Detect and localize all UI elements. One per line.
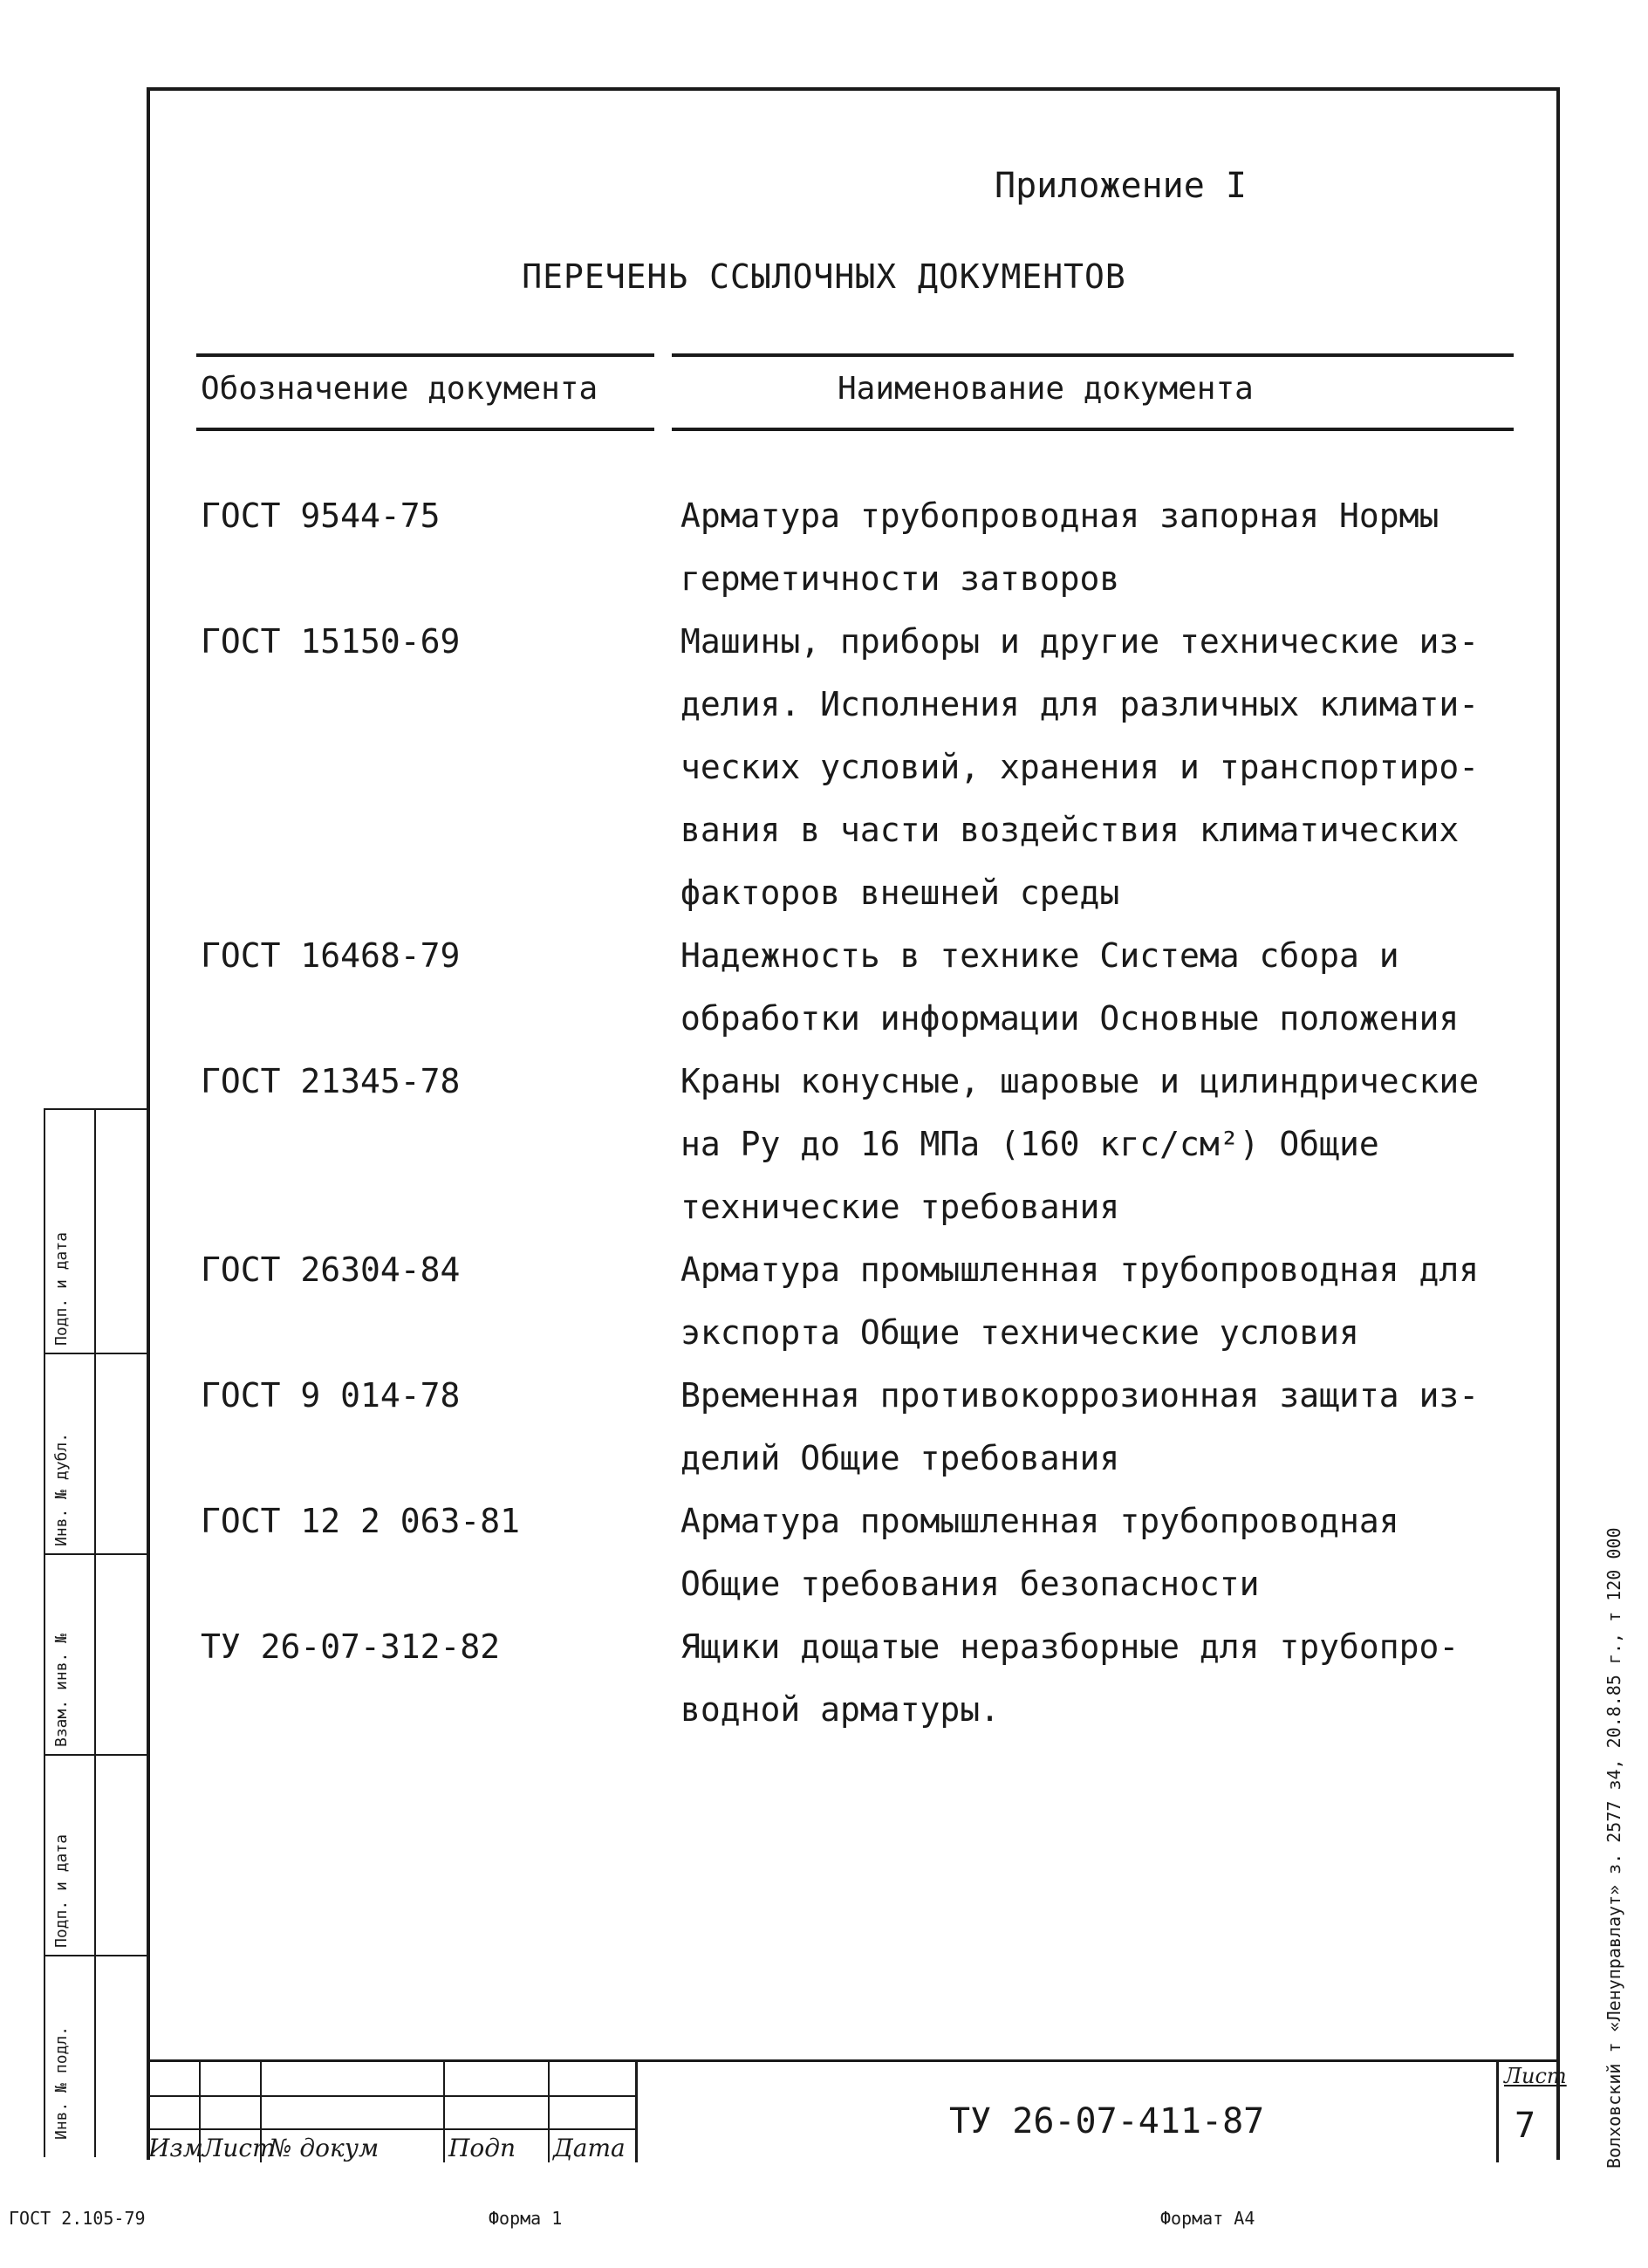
name-line: водной арматуры. (680, 1690, 1001, 1729)
document-name (680, 1615, 1518, 1741)
document-code: ГОСТ 12 2 063-81 (201, 1502, 521, 1540)
side-label-inv-orig: Инв. № подл. (52, 2025, 71, 2140)
grid-line (548, 2062, 550, 2162)
revision-grid (147, 2062, 638, 2162)
grid-line (443, 2062, 445, 2162)
name-line: факторов внешней среды (680, 874, 1120, 912)
name-line: обработки информации Основные положения (680, 999, 1460, 1038)
document-code: ГОСТ 21345-78 (201, 1062, 461, 1100)
document-code: ТУ 26-07-312-82 (201, 1627, 501, 1666)
name-line: Арматура промышленная трубопроводная (680, 1502, 1399, 1540)
table-row (201, 1490, 1527, 1615)
grid-line (147, 2095, 635, 2097)
name-line: Общие требования безопасности (680, 1565, 1260, 1603)
table-row (201, 1050, 1527, 1238)
table-row (201, 1615, 1527, 1741)
name-line: делий Общие требования (680, 1439, 1120, 1477)
name-line: на Ру до 16 МПа (160 кгс/см²) Общие (680, 1125, 1379, 1163)
document-name (680, 1050, 1518, 1238)
grid-line (147, 2128, 635, 2130)
document-name (680, 924, 1518, 1050)
footer-standard: ГОСТ 2.105-79 (9, 2208, 146, 2229)
table-row (201, 1238, 1527, 1364)
col-label-change: Изм (148, 2134, 203, 2162)
col-label-date: Дата (553, 2134, 626, 2162)
col-label-sheet: Лист (202, 2134, 276, 2162)
appendix-label: Приложение I (995, 166, 1247, 206)
sheet-box (1496, 2062, 1567, 2162)
table-header-rule-left (196, 428, 654, 431)
document-name (680, 1238, 1518, 1364)
table-row (201, 924, 1527, 1050)
reference-list (201, 484, 1527, 1741)
col-label-signature: Подп (448, 2134, 516, 2162)
side-label-sign-date: Подп. и дата (52, 1833, 71, 1948)
sheet-label: Лист (1504, 2064, 1567, 2088)
column-header-code: Обозначение документа (201, 371, 598, 407)
side-label-inv-dup: Инв. № дубл. (52, 1432, 71, 1546)
document-code: ГОСТ 9544-75 (201, 497, 441, 535)
name-line: Временная противокоррозионная защита из- (680, 1376, 1480, 1415)
document-name (680, 484, 1518, 610)
document-code: ГОСТ 16468-79 (201, 936, 461, 975)
name-line: Арматура промышленная трубопроводная для (680, 1250, 1480, 1289)
footer-format: Формат А4 (1160, 2208, 1255, 2229)
document-code: ГОСТ 15150-69 (201, 622, 461, 661)
side-label-replace-inv: Взам. инв. № (52, 1633, 71, 1747)
table-header-rule-right (672, 428, 1514, 431)
document-designation: ТУ 26-07-411-87 (949, 2101, 1265, 2141)
footer-form: Форма 1 (489, 2208, 563, 2229)
document-name (680, 1364, 1518, 1490)
table-top-rule-left (196, 353, 654, 357)
side-stamp (44, 1108, 147, 2157)
sheet-number: 7 (1515, 2106, 1536, 2146)
table-top-rule-right (672, 353, 1514, 357)
name-line: герметичности затворов (680, 559, 1120, 598)
name-line: вания в части воздействия климатических (680, 811, 1460, 849)
col-label-doc-number: № докум (269, 2134, 380, 2162)
name-line: Машины, приборы и другие технические из- (680, 622, 1480, 661)
name-line: делия. Исполнения для различных климати- (680, 685, 1480, 723)
table-row (201, 610, 1527, 924)
document-title: ПЕРЕЧЕНЬ ССЫЛОЧНЫХ ДОКУМЕНТОВ (522, 257, 1126, 296)
document-code: ГОСТ 26304-84 (201, 1250, 461, 1289)
table-row (201, 1364, 1527, 1490)
name-line: Надежность в технике Система сбора и (680, 936, 1399, 975)
document-name (680, 610, 1518, 924)
name-line: Ящики дощатые неразборные для трубопро- (680, 1627, 1460, 1666)
name-line: ческих условий, хранения и транспортиро- (680, 748, 1480, 786)
printer-imprint: Волховский т «Ленуправлаут» з. 2577 з4, 20.8.85 г., т 120 000 (1604, 1527, 1624, 2169)
column-header-name: Наименование документа (838, 371, 1254, 407)
name-line: Краны конусные, шаровые и цилиндрические (680, 1062, 1480, 1100)
side-label-sign-date-2: Подп. и дата (52, 1231, 71, 1346)
name-line: технические требования (680, 1188, 1120, 1226)
table-row (201, 484, 1527, 610)
title-block (147, 2059, 1567, 2162)
name-line: экспорта Общие технические условия (680, 1313, 1359, 1352)
name-line: Арматура трубопроводная запорная Нормы (680, 497, 1439, 535)
document-name (680, 1490, 1518, 1615)
document-code: ГОСТ 9 014-78 (201, 1376, 461, 1415)
